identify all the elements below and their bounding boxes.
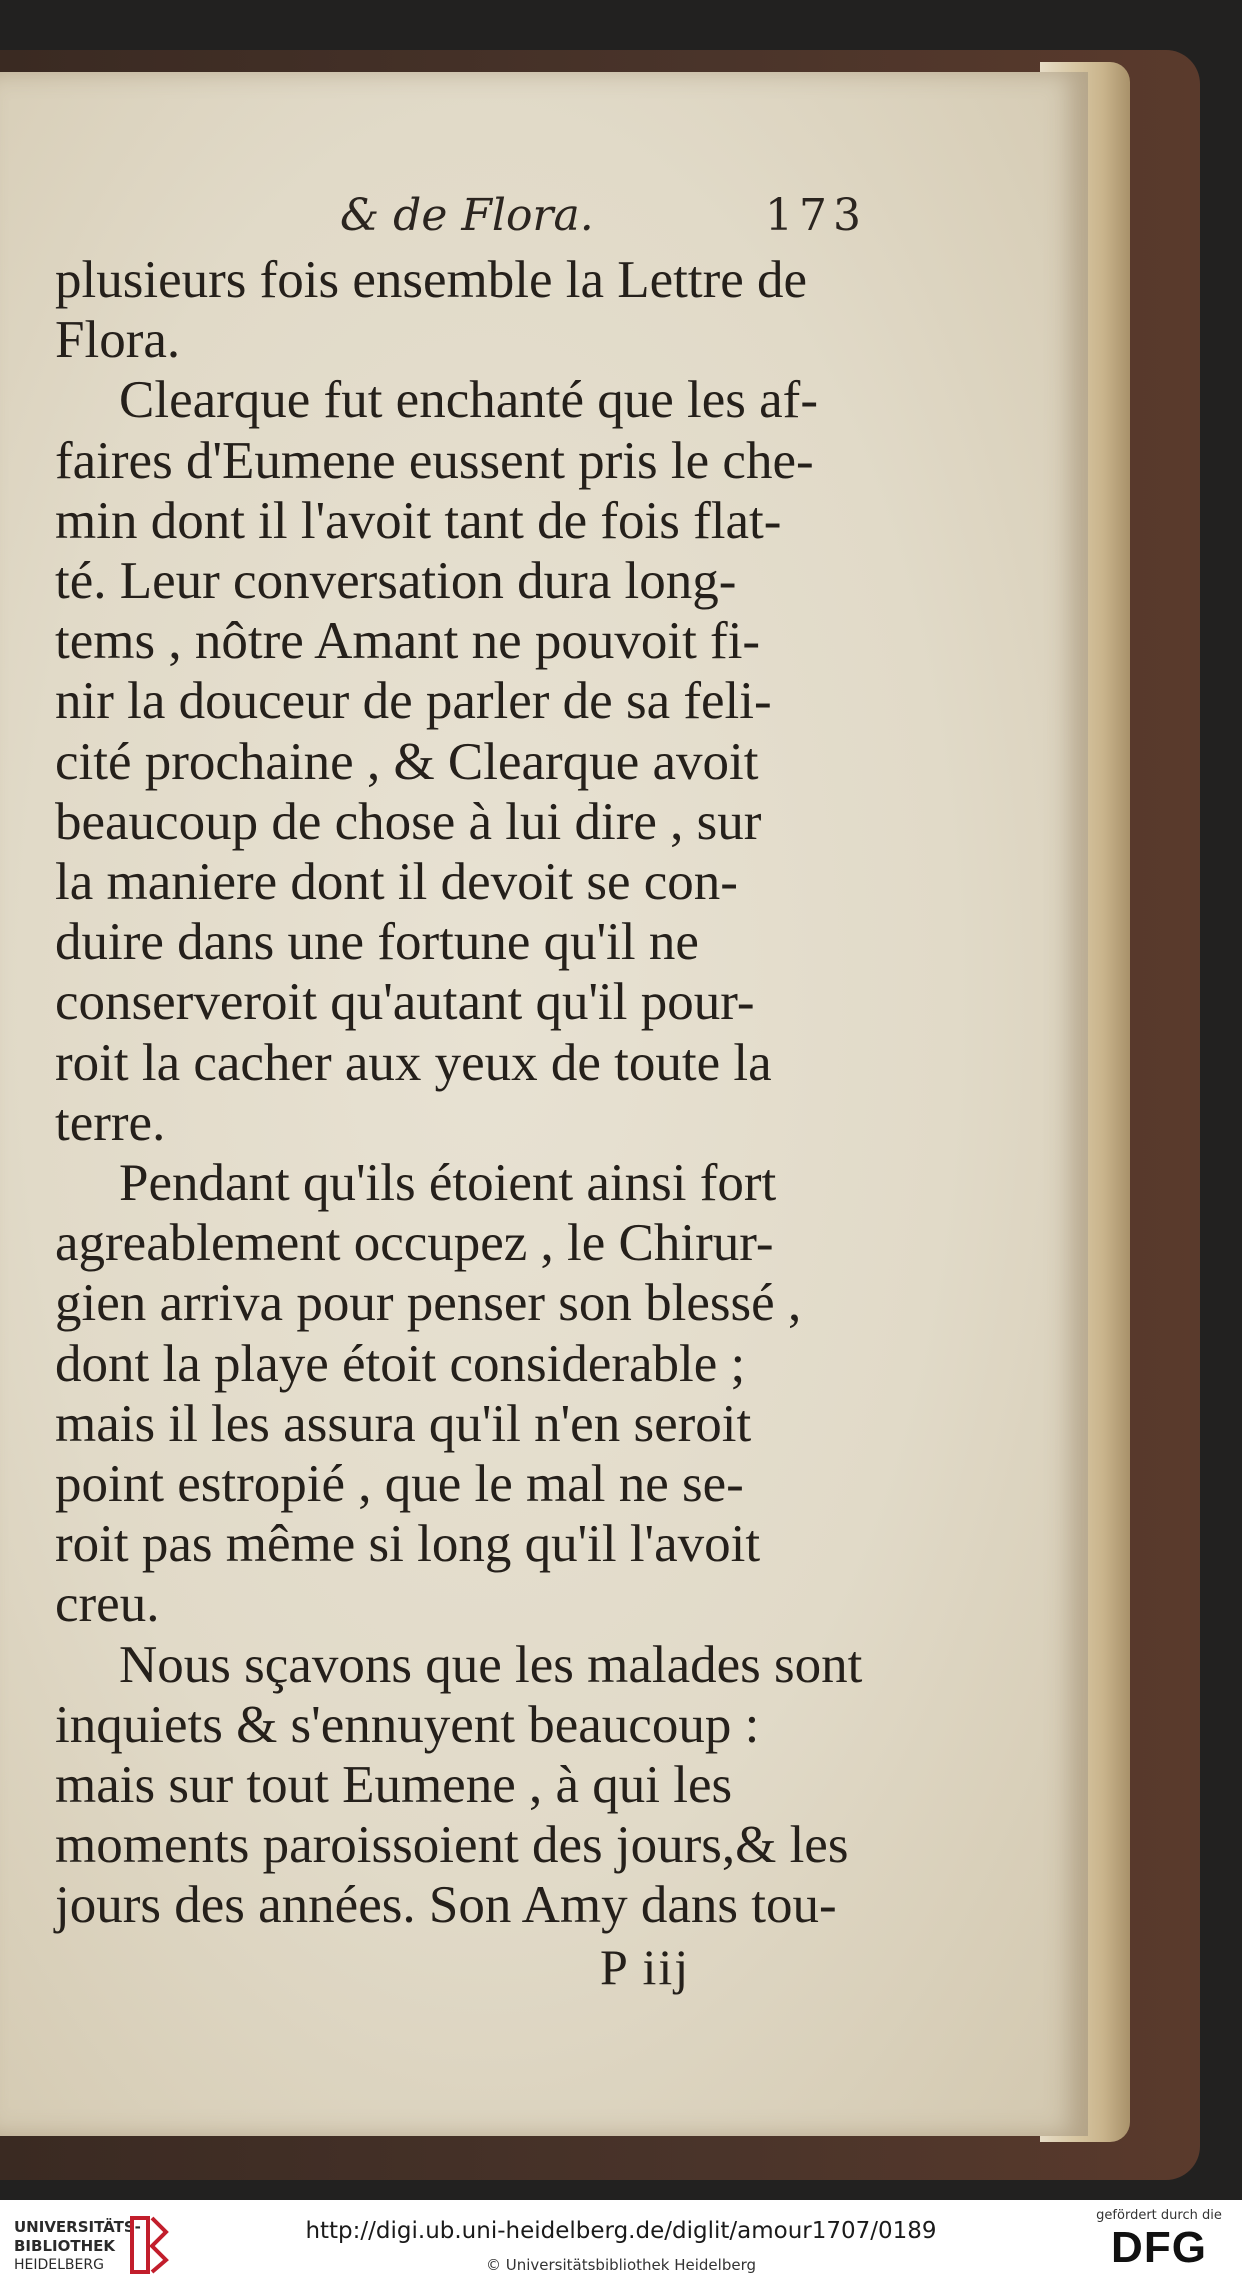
footer-banner bbox=[0, 2200, 1242, 2292]
text-line: gien arriva pour penser son blessé , bbox=[55, 1274, 802, 1333]
text-line: jours des années. Son Amy dans tou- bbox=[55, 1876, 837, 1935]
text-line: inquiets & s'ennuyent beaucoup : bbox=[55, 1695, 760, 1754]
text-line: la maniere dont il devoit se con- bbox=[55, 853, 738, 912]
body-text bbox=[55, 250, 867, 1936]
text-line: Clearque fut enchanté que les af- bbox=[119, 371, 818, 430]
text-line: Flora. bbox=[55, 311, 181, 370]
text-line: cité prochaine , & Clearque avoit bbox=[55, 732, 759, 791]
signature-mark: P iij bbox=[600, 1939, 691, 1995]
text-line: duire dans une fortune qu'il ne bbox=[55, 913, 699, 972]
text-line: creu. bbox=[55, 1575, 160, 1634]
text-line: mais il les assura qu'il n'en seroit bbox=[55, 1394, 752, 1453]
text-line: nir la douceur de parler de sa feli- bbox=[55, 672, 772, 731]
funding-caption: gefördert durch die bbox=[1096, 2208, 1222, 2223]
funding-logo[interactable] bbox=[1094, 2208, 1224, 2273]
text-line: beaucoup de chose à lui dire , sur bbox=[55, 792, 762, 851]
text-line: dont la playe étoit considerable ; bbox=[55, 1334, 746, 1393]
text-line: point estropié , que le mal ne se- bbox=[55, 1455, 744, 1514]
text-line: roit la cacher aux yeux de toute la bbox=[55, 1033, 772, 1092]
logo-line: BIBLIOTHEK bbox=[14, 2237, 115, 2255]
text-line: Pendant qu'ils étoient ainsi fort bbox=[119, 1154, 777, 1213]
text-line: plusieurs fois ensemble la Lettre de bbox=[55, 251, 808, 309]
text-line: tems , nôtre Amant ne pouvoit fi- bbox=[55, 612, 761, 671]
text-line: moments paroissoient des jours,& les bbox=[55, 1816, 849, 1875]
page-url[interactable]: http://digi.ub.uni-heidelberg.de/diglit/amour1707/0189 bbox=[305, 2218, 937, 2244]
copyright-notice: © Universitätsbibliothek Heidelberg bbox=[485, 2256, 756, 2274]
logo-line: HEIDELBERG bbox=[14, 2257, 104, 2273]
page-number: 173 bbox=[765, 190, 867, 241]
text-line: agreablement occupez , le Chirur- bbox=[55, 1214, 774, 1273]
text-line: terre. bbox=[55, 1093, 166, 1152]
text-line: faires d'Eumene eussent pris le che- bbox=[55, 431, 814, 490]
running-title: & de Flora. bbox=[340, 190, 594, 241]
text-line: conserveroit qu'autant qu'il pour- bbox=[55, 973, 755, 1032]
logo-line: UNIVERSITÄTS- bbox=[14, 2218, 141, 2236]
text-line: Nous sçavons que les malades sont bbox=[119, 1635, 863, 1694]
dfg-logo: DFG bbox=[1111, 2223, 1207, 2272]
text-line: mais sur tout Eumene , à qui les bbox=[55, 1756, 733, 1815]
text-line: té. Leur conversation dura long- bbox=[55, 552, 737, 611]
text-line: roit pas même si long qu'il l'avoit bbox=[55, 1515, 761, 1574]
text-line: min dont il l'avoit tant de fois flat- bbox=[55, 491, 782, 550]
